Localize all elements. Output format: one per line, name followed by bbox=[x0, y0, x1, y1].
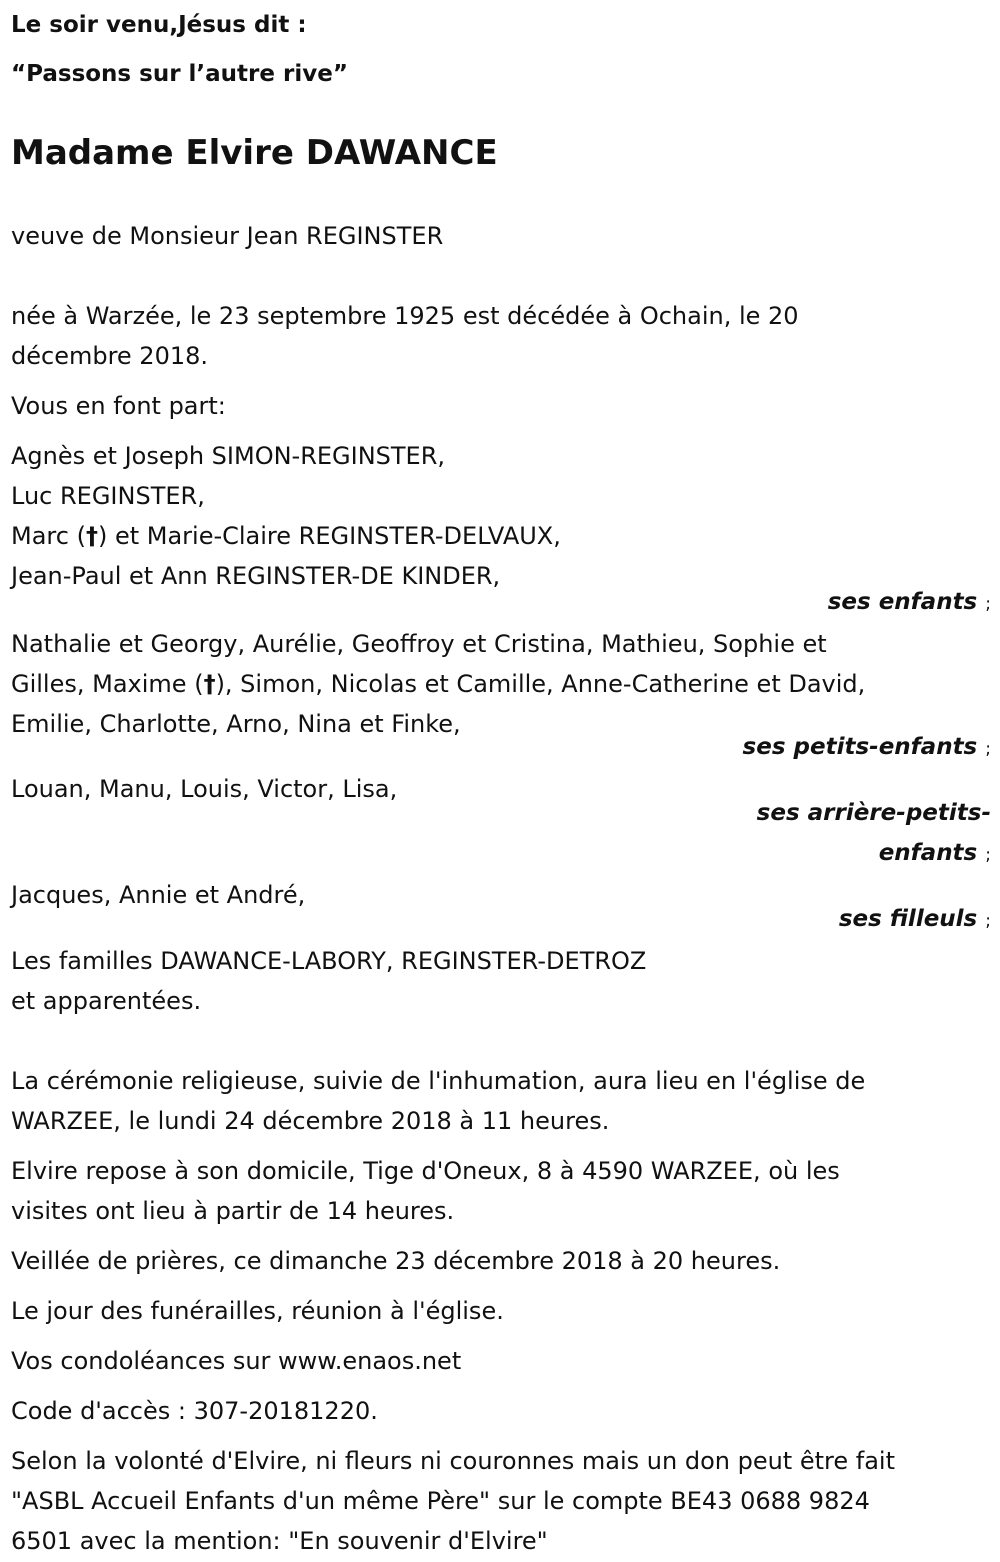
donation-block bbox=[11, 1441, 991, 1561]
children-line-3-before: Marc ( bbox=[11, 522, 86, 550]
obituary-notice bbox=[11, 0, 991, 1561]
godchildren-block bbox=[11, 875, 991, 941]
grandchildren-line-2 bbox=[11, 664, 991, 704]
visits-line-2: visites ont lieu à partir de 14 heures. bbox=[11, 1197, 455, 1225]
role-grandchildren-sep: ; bbox=[985, 739, 991, 759]
role-great-grandchildren-line-1: ses arrière-petits- bbox=[756, 800, 991, 826]
grandchildren-line-3: Emilie, Charlotte, Arno, Nina et Finke, bbox=[11, 710, 461, 738]
cross-icon: † bbox=[203, 670, 216, 698]
meeting: Le jour des funérailles, réunion à l'église. bbox=[11, 1297, 504, 1325]
donation-line-2: "ASBL Accueil Enfants d'un même Père" sur le compte BE43 0688 9824 bbox=[11, 1487, 870, 1515]
role-godchildren-sep: ; bbox=[985, 911, 991, 931]
great-grandchildren-block bbox=[11, 769, 991, 875]
role-children-label: ses enfants bbox=[827, 589, 978, 615]
birth-death-line-1: née à Warzée, le 23 septembre 1925 est décédée à Ochain, le 20 bbox=[11, 302, 799, 330]
vigil: Veillée de prières, ce dimanche 23 décembre 2018 à 20 heures. bbox=[11, 1247, 781, 1275]
families-block bbox=[11, 941, 991, 1021]
children-line-2: Luc REGINSTER, bbox=[11, 482, 205, 510]
cross-icon: † bbox=[85, 522, 98, 550]
children-line-1: Agnès et Joseph SIMON-REGINSTER, bbox=[11, 442, 446, 470]
role-grandchildren-label: ses petits-enfants bbox=[742, 734, 978, 760]
ceremony-line-2: WARZEE, le lundi 24 décembre 2018 à 11 heures. bbox=[11, 1107, 610, 1135]
birth-death-block bbox=[11, 296, 991, 376]
children-line-3 bbox=[11, 516, 991, 556]
ceremony-line-1: La cérémonie religieuse, suivie de l'inhumation, aura lieu en l'église de bbox=[11, 1067, 866, 1095]
role-great-grandchildren-sep: ; bbox=[985, 845, 991, 865]
quote-line-1: Le soir venu,Jésus dit : bbox=[11, 12, 307, 38]
access-code: Code d'accès : 307-20181220. bbox=[11, 1397, 378, 1425]
grandchildren-block bbox=[11, 624, 991, 769]
role-children-sep: ; bbox=[985, 594, 991, 614]
quote-line-2: “Passons sur l’autre rive” bbox=[11, 61, 348, 87]
families-line-1: Les familles DAWANCE-LABORY, REGINSTER-DETROZ bbox=[11, 947, 647, 975]
families-line-2: et apparentées. bbox=[11, 987, 202, 1015]
grandchildren-line-1: Nathalie et Georgy, Aurélie, Geoffroy et Cristina, Mathieu, Sophie et bbox=[11, 630, 827, 658]
children-line-4: Jean-Paul et Ann REGINSTER-DE KINDER, bbox=[11, 562, 501, 590]
role-great-grandchildren-line-2 bbox=[11, 833, 991, 875]
deceased-name: Madame Elvire DAWANCE bbox=[11, 133, 498, 173]
great-grandchildren-line-1: Louan, Manu, Louis, Victor, Lisa, bbox=[11, 775, 398, 803]
role-godchildren-label: ses filleuls bbox=[838, 906, 978, 932]
grandchildren-line-2-before: Gilles, Maxime ( bbox=[11, 670, 204, 698]
donation-line-1: Selon la volonté d'Elvire, ni fleurs ni couronnes mais un don peut être fait bbox=[11, 1447, 895, 1475]
widow-of: veuve de Monsieur Jean REGINSTER bbox=[11, 222, 444, 250]
donation-line-3: 6501 avec la mention: "En souvenir d'Elvire" bbox=[11, 1527, 548, 1555]
children-block bbox=[11, 436, 991, 624]
visits-line-1: Elvire repose à son domicile, Tige d'Oneux, 8 à 4590 WARZEE, où les bbox=[11, 1157, 840, 1185]
ceremony-block bbox=[11, 1061, 991, 1141]
grandchildren-line-2-after: ), Simon, Nicolas et Camille, Anne-Catherine et David, bbox=[215, 670, 866, 698]
children-line-3-after: ) et Marie-Claire REGINSTER-DELVAUX, bbox=[97, 522, 561, 550]
birth-death-line-2: décembre 2018. bbox=[11, 342, 209, 370]
condolences: Vos condoléances sur www.enaos.net bbox=[11, 1347, 462, 1375]
godchildren-line-1: Jacques, Annie et André, bbox=[11, 881, 306, 909]
visits-block bbox=[11, 1151, 991, 1231]
announcement-intro: Vous en font part: bbox=[11, 392, 226, 420]
role-great-grandchildren-label: enfants bbox=[878, 840, 978, 866]
